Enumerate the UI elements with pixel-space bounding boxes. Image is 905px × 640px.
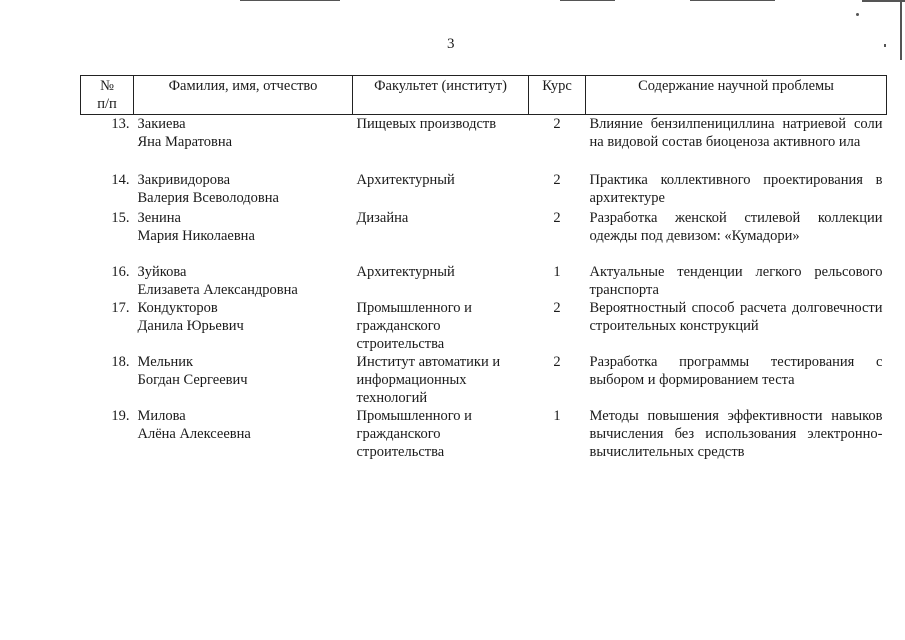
given-names: Елизавета Александровна bbox=[137, 281, 298, 298]
row-full-name bbox=[134, 407, 353, 461]
row-full-name bbox=[134, 209, 353, 263]
scan-dot bbox=[884, 44, 886, 47]
given-names: Данила Юрьевич bbox=[137, 317, 244, 334]
row-number: 13. bbox=[111, 116, 130, 132]
faculty-line: строительства bbox=[356, 335, 445, 352]
given-names: Яна Маратовна bbox=[137, 134, 233, 150]
scan-edge-line bbox=[240, 0, 340, 1]
header-name: Фамилия, имя, отчество bbox=[134, 76, 353, 115]
scan-edge-line bbox=[900, 0, 902, 60]
surname: Зуйкова bbox=[137, 263, 187, 280]
surname: Мельник bbox=[137, 353, 194, 370]
row-research-topic: Вероятностный способ расчета долговечности строительных конструкций bbox=[589, 299, 883, 334]
scan-edge-line bbox=[690, 0, 775, 1]
row-research-topic: Влияние бензилпенициллина натриевой соли на видовой состав биоценоза активного ила bbox=[589, 116, 883, 150]
row-number: 14. bbox=[111, 171, 130, 188]
row-course: 2 bbox=[553, 171, 561, 188]
row-course: 1 bbox=[553, 263, 561, 280]
row-faculty bbox=[353, 407, 529, 461]
row-faculty bbox=[353, 353, 529, 407]
faculty-line: гражданского bbox=[356, 425, 441, 442]
row-course: 2 bbox=[553, 299, 561, 316]
surname: Закривидорова bbox=[137, 171, 231, 188]
given-names: Богдан Сергеевич bbox=[137, 371, 248, 388]
row-full-name bbox=[134, 171, 353, 209]
table-body bbox=[81, 115, 887, 461]
given-names: Мария Николаевна bbox=[137, 227, 255, 244]
faculty-line: Дизайна bbox=[356, 209, 409, 226]
row-full-name bbox=[134, 263, 353, 299]
header-number bbox=[81, 76, 134, 115]
table-row bbox=[81, 407, 887, 461]
header-number-line1: № bbox=[100, 78, 114, 94]
faculty-line: Архитектурный bbox=[356, 171, 455, 188]
header-number-line2: п/п bbox=[97, 96, 117, 112]
row-research-topic: Практика коллективного проектирования в архитектуре bbox=[589, 171, 883, 206]
table-header-row bbox=[81, 76, 887, 115]
given-names: Алёна Алексеевна bbox=[137, 425, 251, 442]
scan-edge-line bbox=[862, 0, 905, 2]
faculty-line: технологий bbox=[356, 389, 428, 406]
surname: Закиева bbox=[137, 116, 186, 132]
header-topic: Содержание научной проблемы bbox=[586, 76, 887, 115]
row-course: 2 bbox=[553, 116, 561, 132]
row-number: 18. bbox=[111, 353, 130, 370]
header-course: Курс bbox=[529, 76, 586, 115]
row-research-topic: Актуальные тенденции легкого рельсового транспорта bbox=[589, 263, 883, 298]
row-full-name bbox=[134, 353, 353, 407]
row-research-topic: Разработка программы тестирования с выбором и формированием теста bbox=[589, 353, 883, 388]
faculty-line: строительства bbox=[356, 443, 445, 460]
row-number: 16. bbox=[111, 263, 130, 280]
row-number: 19. bbox=[111, 407, 130, 424]
faculty-line: Архитектурный bbox=[356, 263, 455, 280]
row-number: 15. bbox=[111, 209, 130, 226]
row-research-topic: Методы повышения эффективности навыков вычисления без использования электронно-вычислительных средств bbox=[589, 407, 883, 460]
surname: Кондукторов bbox=[137, 299, 218, 316]
header-faculty: Факультет (институт) bbox=[353, 76, 529, 115]
faculty-line: Институт автоматики и bbox=[356, 353, 501, 370]
faculty-line: гражданского bbox=[356, 317, 441, 334]
faculty-line: Промышленного и bbox=[356, 407, 472, 424]
row-course: 2 bbox=[553, 353, 561, 370]
surname: Зенина bbox=[137, 209, 181, 226]
row-course: 1 bbox=[553, 407, 561, 424]
table-row bbox=[81, 115, 887, 171]
row-full-name bbox=[134, 299, 353, 353]
row-faculty bbox=[353, 299, 529, 353]
faculty-line: информационных bbox=[356, 371, 467, 388]
row-full-name bbox=[134, 115, 353, 171]
row-number: 17. bbox=[111, 299, 130, 316]
given-names: Валерия Всеволодовна bbox=[137, 189, 279, 206]
row-faculty bbox=[353, 209, 529, 263]
participants-table bbox=[80, 75, 887, 461]
surname: Милова bbox=[137, 407, 186, 424]
scan-dot bbox=[856, 13, 859, 16]
row-course: 2 bbox=[553, 209, 561, 226]
row-faculty bbox=[353, 263, 529, 299]
faculty-line: Пищевых производств bbox=[356, 116, 497, 132]
row-faculty bbox=[353, 171, 529, 209]
page-number: 3 bbox=[447, 36, 455, 52]
faculty-line: Промышленного и bbox=[356, 299, 472, 316]
table-row bbox=[81, 263, 887, 299]
row-research-topic: Разработка женской стилевой коллекции одежды под девизом: «Кумадори» bbox=[589, 209, 883, 244]
table-row bbox=[81, 299, 887, 353]
table-row bbox=[81, 171, 887, 209]
row-faculty bbox=[353, 115, 529, 171]
scan-edge-line bbox=[560, 0, 615, 1]
table-row bbox=[81, 353, 887, 407]
table-row bbox=[81, 209, 887, 263]
